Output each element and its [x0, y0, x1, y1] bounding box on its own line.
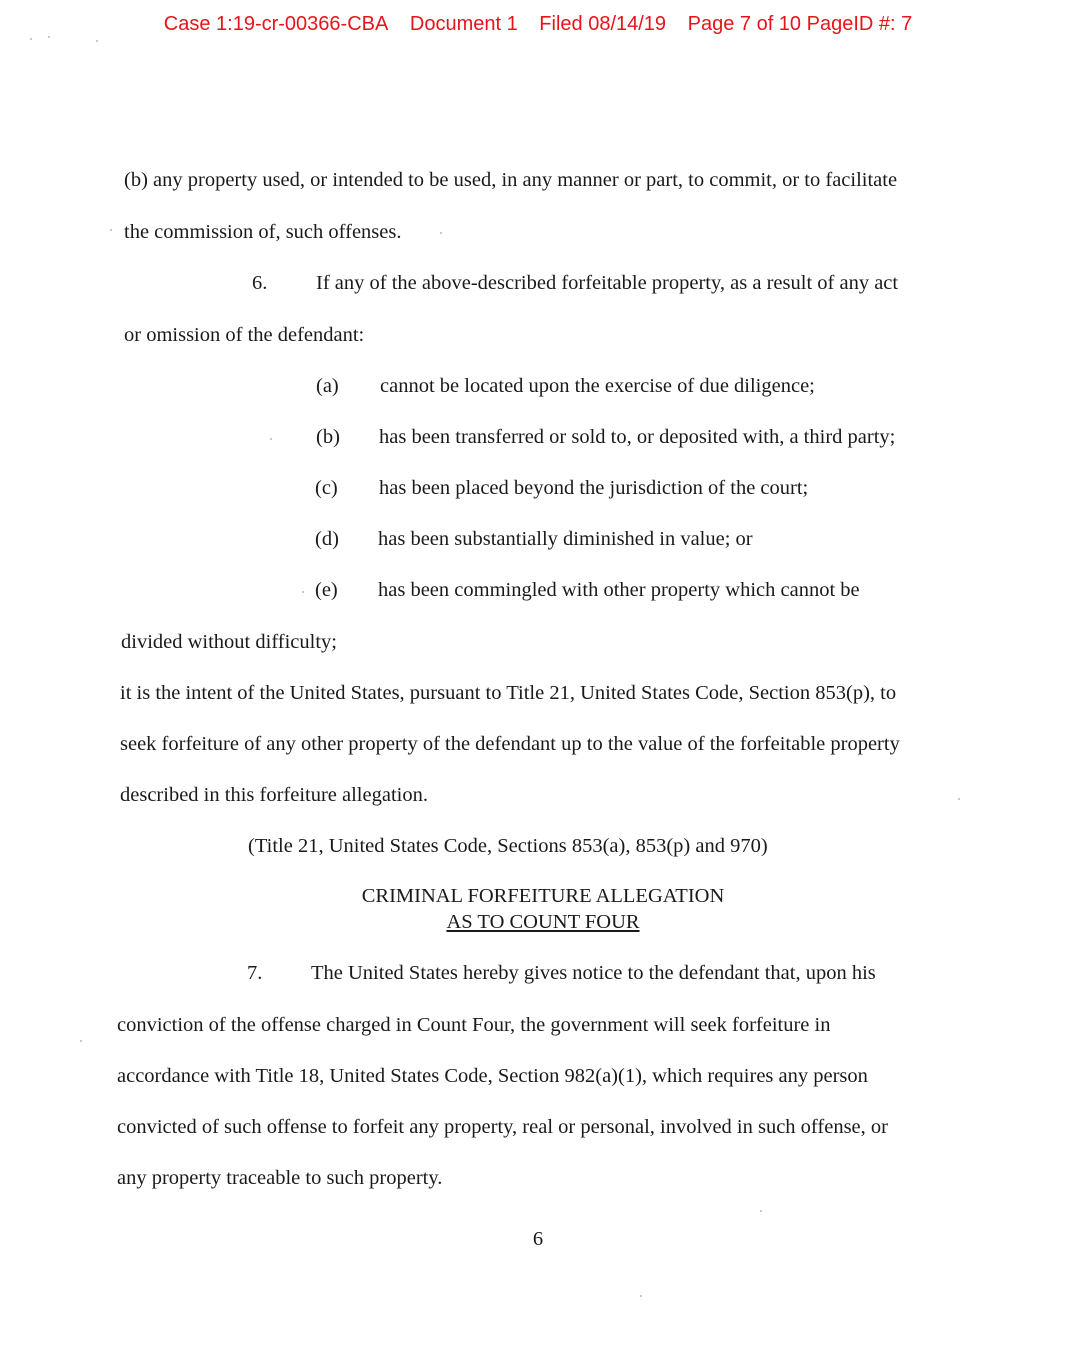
case-number: Case 1:19-cr-00366-CBA [163, 13, 389, 35]
list-item-label: (b) [316, 426, 340, 448]
body-line: (b) any property used, or intended to be used, in any manner or part, to commit, or to facilitate [124, 169, 898, 191]
body-line: it is the intent of the United States, pursuant to Title 21, United States Code, Section 853(p), to [120, 682, 897, 704]
list-item-text: has been substantially diminished in value; or [378, 528, 753, 550]
list-item-label: (e) [315, 579, 338, 601]
scan-speck [958, 798, 960, 800]
scan-speck [640, 1295, 642, 1297]
scan-speck [440, 232, 442, 234]
section-subheading: AS TO COUNT FOUR [446, 911, 640, 933]
scan-speck [302, 591, 304, 593]
body-line: conviction of the offense charged in Count Four, the government will seek forfeiture in [117, 1014, 831, 1036]
paragraph-number: 6. [252, 272, 268, 294]
scan-speck [96, 40, 98, 42]
list-item-label: (a) [316, 375, 339, 397]
page-number: 6 [532, 1228, 544, 1250]
scan-speck [270, 438, 272, 440]
list-item-text: has been commingled with other property which cannot be [378, 579, 860, 601]
body-line: If any of the above-described forfeitable property, as a result of any act [316, 272, 899, 294]
document-number: Document 1 [409, 13, 518, 35]
body-line: convicted of such offense to forfeit any property, real or personal, involved in such offense, or [117, 1116, 888, 1138]
body-line: or omission of the defendant: [124, 324, 365, 346]
body-line: accordance with Title 18, United States Code, Section 982(a)(1), which requires any person [117, 1065, 868, 1087]
body-line: divided without difficulty; [121, 631, 337, 653]
case-header [0, 13, 1076, 36]
body-line: seek forfeiture of any other property of the defendant up to the value of the forfeitable property [120, 733, 900, 755]
body-line: The United States hereby gives notice to the defendant that, upon his [311, 962, 876, 984]
filed-date: Filed 08/14/19 [539, 13, 667, 35]
body-line: the commission of, such offenses. [124, 221, 402, 243]
paragraph-number: 7. [247, 962, 263, 984]
page-id: Page 7 of 10 PageID #: 7 [687, 13, 913, 35]
section-heading: CRIMINAL FORFEITURE ALLEGATION [361, 885, 725, 907]
scan-speck [760, 1210, 762, 1212]
scan-speck [30, 38, 32, 40]
list-item-label: (c) [315, 477, 338, 499]
scan-speck [48, 36, 50, 38]
body-line: described in this forfeiture allegation. [120, 784, 428, 806]
list-item-text: has been placed beyond the jurisdiction of the court; [379, 477, 809, 499]
list-item-text: has been transferred or sold to, or deposited with, a third party; [379, 426, 896, 448]
scan-speck [110, 229, 112, 231]
list-item-text: cannot be located upon the exercise of due diligence; [380, 375, 815, 397]
statute-citation: (Title 21, United States Code, Sections 853(a), 853(p) and 970) [248, 835, 768, 857]
body-line: any property traceable to such property. [117, 1167, 443, 1189]
list-item-label: (d) [315, 528, 339, 550]
scan-speck [80, 1040, 82, 1042]
